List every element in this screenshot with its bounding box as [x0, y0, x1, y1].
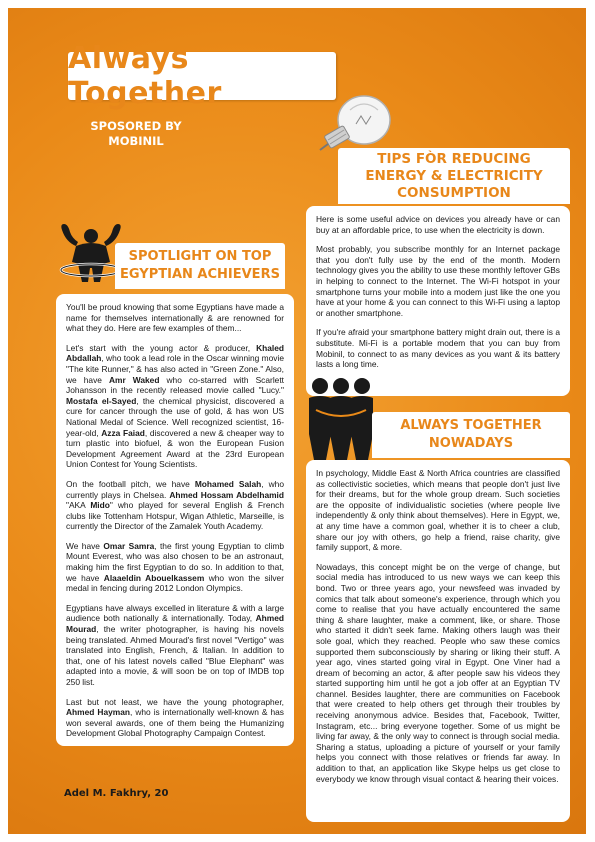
tips-article [306, 206, 570, 396]
sponsor-line-1: SPOSORED BY [90, 119, 182, 133]
spotlight-paragraph: Egyptians have always excelled in literature & with a large audience both nationally & internationally. Today, Ahmed Mourad, the writer photographer, is having his novels being translated. Ahmed Mourad's first novel "Vertigo" was translated into English, French, & Italian. In addition to that, one of his latest novels called "Blue Elephant" was adapted into a movie, & will soon be on top of IMDB top 250 list. [66, 602, 284, 687]
tips-heading-line-2: ENERGY & ELECTRICITY [365, 167, 543, 184]
page-title: Always Together [68, 52, 336, 100]
tips-heading [338, 148, 570, 204]
spotlight-paragraph: We have Omar Samra, the first young Egyptian to climb Mount Everest, who was also chosen to be an astronaut, making him the first Egyptian to do so. In addition to that, we have Alaaeldin Abouelkassem who won the silver medal in fencing during 2012 London Olympics. [66, 540, 284, 594]
spotlight-heading-line-2: EGYPTIAN ACHIEVERS [120, 267, 280, 282]
spotlight-heading [115, 243, 285, 289]
sponsor-line-2: MOBINIL [108, 134, 164, 148]
together-article [306, 460, 570, 822]
tips-heading-line-3: CONSUMPTION [397, 184, 511, 201]
tips-heading-line-1: TIPS FÒR REDUCING [377, 150, 531, 167]
spotlight-paragraph: On the football pitch, we have Mohamed Salah, who currently plays in Chelsea. Ahmed Hossam Abdelhamid "AKA Mido" who played for several English & French clubs like Tottenham Hotspur, Wigan Athletic, Marseille, is currently the Director of the Zamalek Youth Academy. [66, 478, 284, 532]
magazine-page [8, 8, 586, 834]
spotlight-paragraph: You'll be proud knowing that some Egyptians have made a name for themselves internationally & are renowned for what they do. Here are few examples of them... [66, 302, 284, 334]
spotlight-paragraph: Let's start with the young actor & producer, Khaled Abdallah, who took a lead role in the Oscar winning movie "The kite Runner," & has also acted in "Green Zone." Also, we have Amr Waked who co-starred with Scarlett Johansson in the recently released movie called "Lucy." Mostafa el-Sayed, the chemical physicist, discovered a cure for cancer through the use of gold, & has won US National Medal of Science. Well recognized scientist, 16-year-old, Azza Faiad, discovered a new & cheaper way to turn plastic into biofuel, & won the European Fusion Development Agreement Award at the 23rd European Union Contest for Young Scientists. [66, 342, 285, 470]
tips-paragraph: Most probably, you subscribe monthly for an Internet package that you don't fully use by the end of the month. Modern technology gives you the ability to use these monthly leftover GBs in helping to connect to the Internet. The Wi-Fi hotspot in your smartphone turns your mobile into a modem just like the one you have at your home & you can connect to this Wi-Fi using a laptop or another smartphone. [316, 244, 560, 318]
together-heading [372, 412, 570, 458]
together-paragraph: Nowadays, this concept might be on the verge of change, but social media has introduced to us new ways we can keep this bond. Two or three years ago, your newsfeed was invaded by comics that talk about someone's experience, through which you come to realise that you have actually encountered the same thing & share laughter, make a comment, like, or share. Those who started it didn't seek fame. Making others laugh was their sole goal, which they reached. People who saw these comics supported them subconsciously by sharing or liking their stuff. A year ago, vines started going viral in Egypt. One Viner had a dream of becoming an actor, & after people saw his videos they started supporting him until he got a job offer at an Egyptian TV channel. Besides laughter, there are communities on Facebook that were created to help others get through their troubles by receiving anonymous advice. Besides that, Facebook, Twitter, Instagram, etc... bring everyone together. Some of us might be living far away, & the only way to connect is through social media. Sharing a status, uploading a picture of yourself or your family helps you connect with those relatives or friends far away. In addition to that, an application like Skype helps us get close to everybody we know through visual contact & hearing their voices. [316, 561, 560, 784]
tips-paragraph: Here is some useful advice on devices you already have or can buy at an affordable price, to use when the electricity is down. [316, 214, 560, 235]
tips-paragraph: If you're afraid your smartphone battery might drain out, there is a substitute. Mi-Fi is a portable modem that you can buy from Mobinil, to connect to as many devices as you want & its battery lasts a long time. [316, 327, 560, 370]
together-paragraph: In psychology, Middle East & North Africa countries are classified as collectivistic societies, which means that people don't just live for their dreams, but for the whole group dream. Such societies are the opposite of individualistic societies (where people live independently & only think about themselves). Here in Egypt, we, at any time have a common goal, whether it is to cheer a club, share our joy with others, go help a friend, raise charity, give family support, & more. [316, 468, 560, 553]
sponsor-label [86, 106, 186, 162]
spotlight-heading-line-1: SPOTLIGHT ON TOP [128, 249, 272, 264]
spotlight-paragraph: Last but not least, we have the young photographer, Ahmed Hayman, who is internationally well-known & has won several awards, one of them being the Humanizing Development Global Photography Campaign Contest. [66, 696, 284, 739]
together-heading-line-2: NOWADAYS [428, 436, 514, 451]
group-people-icon [306, 376, 376, 460]
spotlight-article [56, 294, 294, 746]
page-footer: Adel M. Fakhry, 20 [64, 788, 169, 799]
together-heading-line-1: ALWAYS TOGETHER [400, 418, 542, 433]
